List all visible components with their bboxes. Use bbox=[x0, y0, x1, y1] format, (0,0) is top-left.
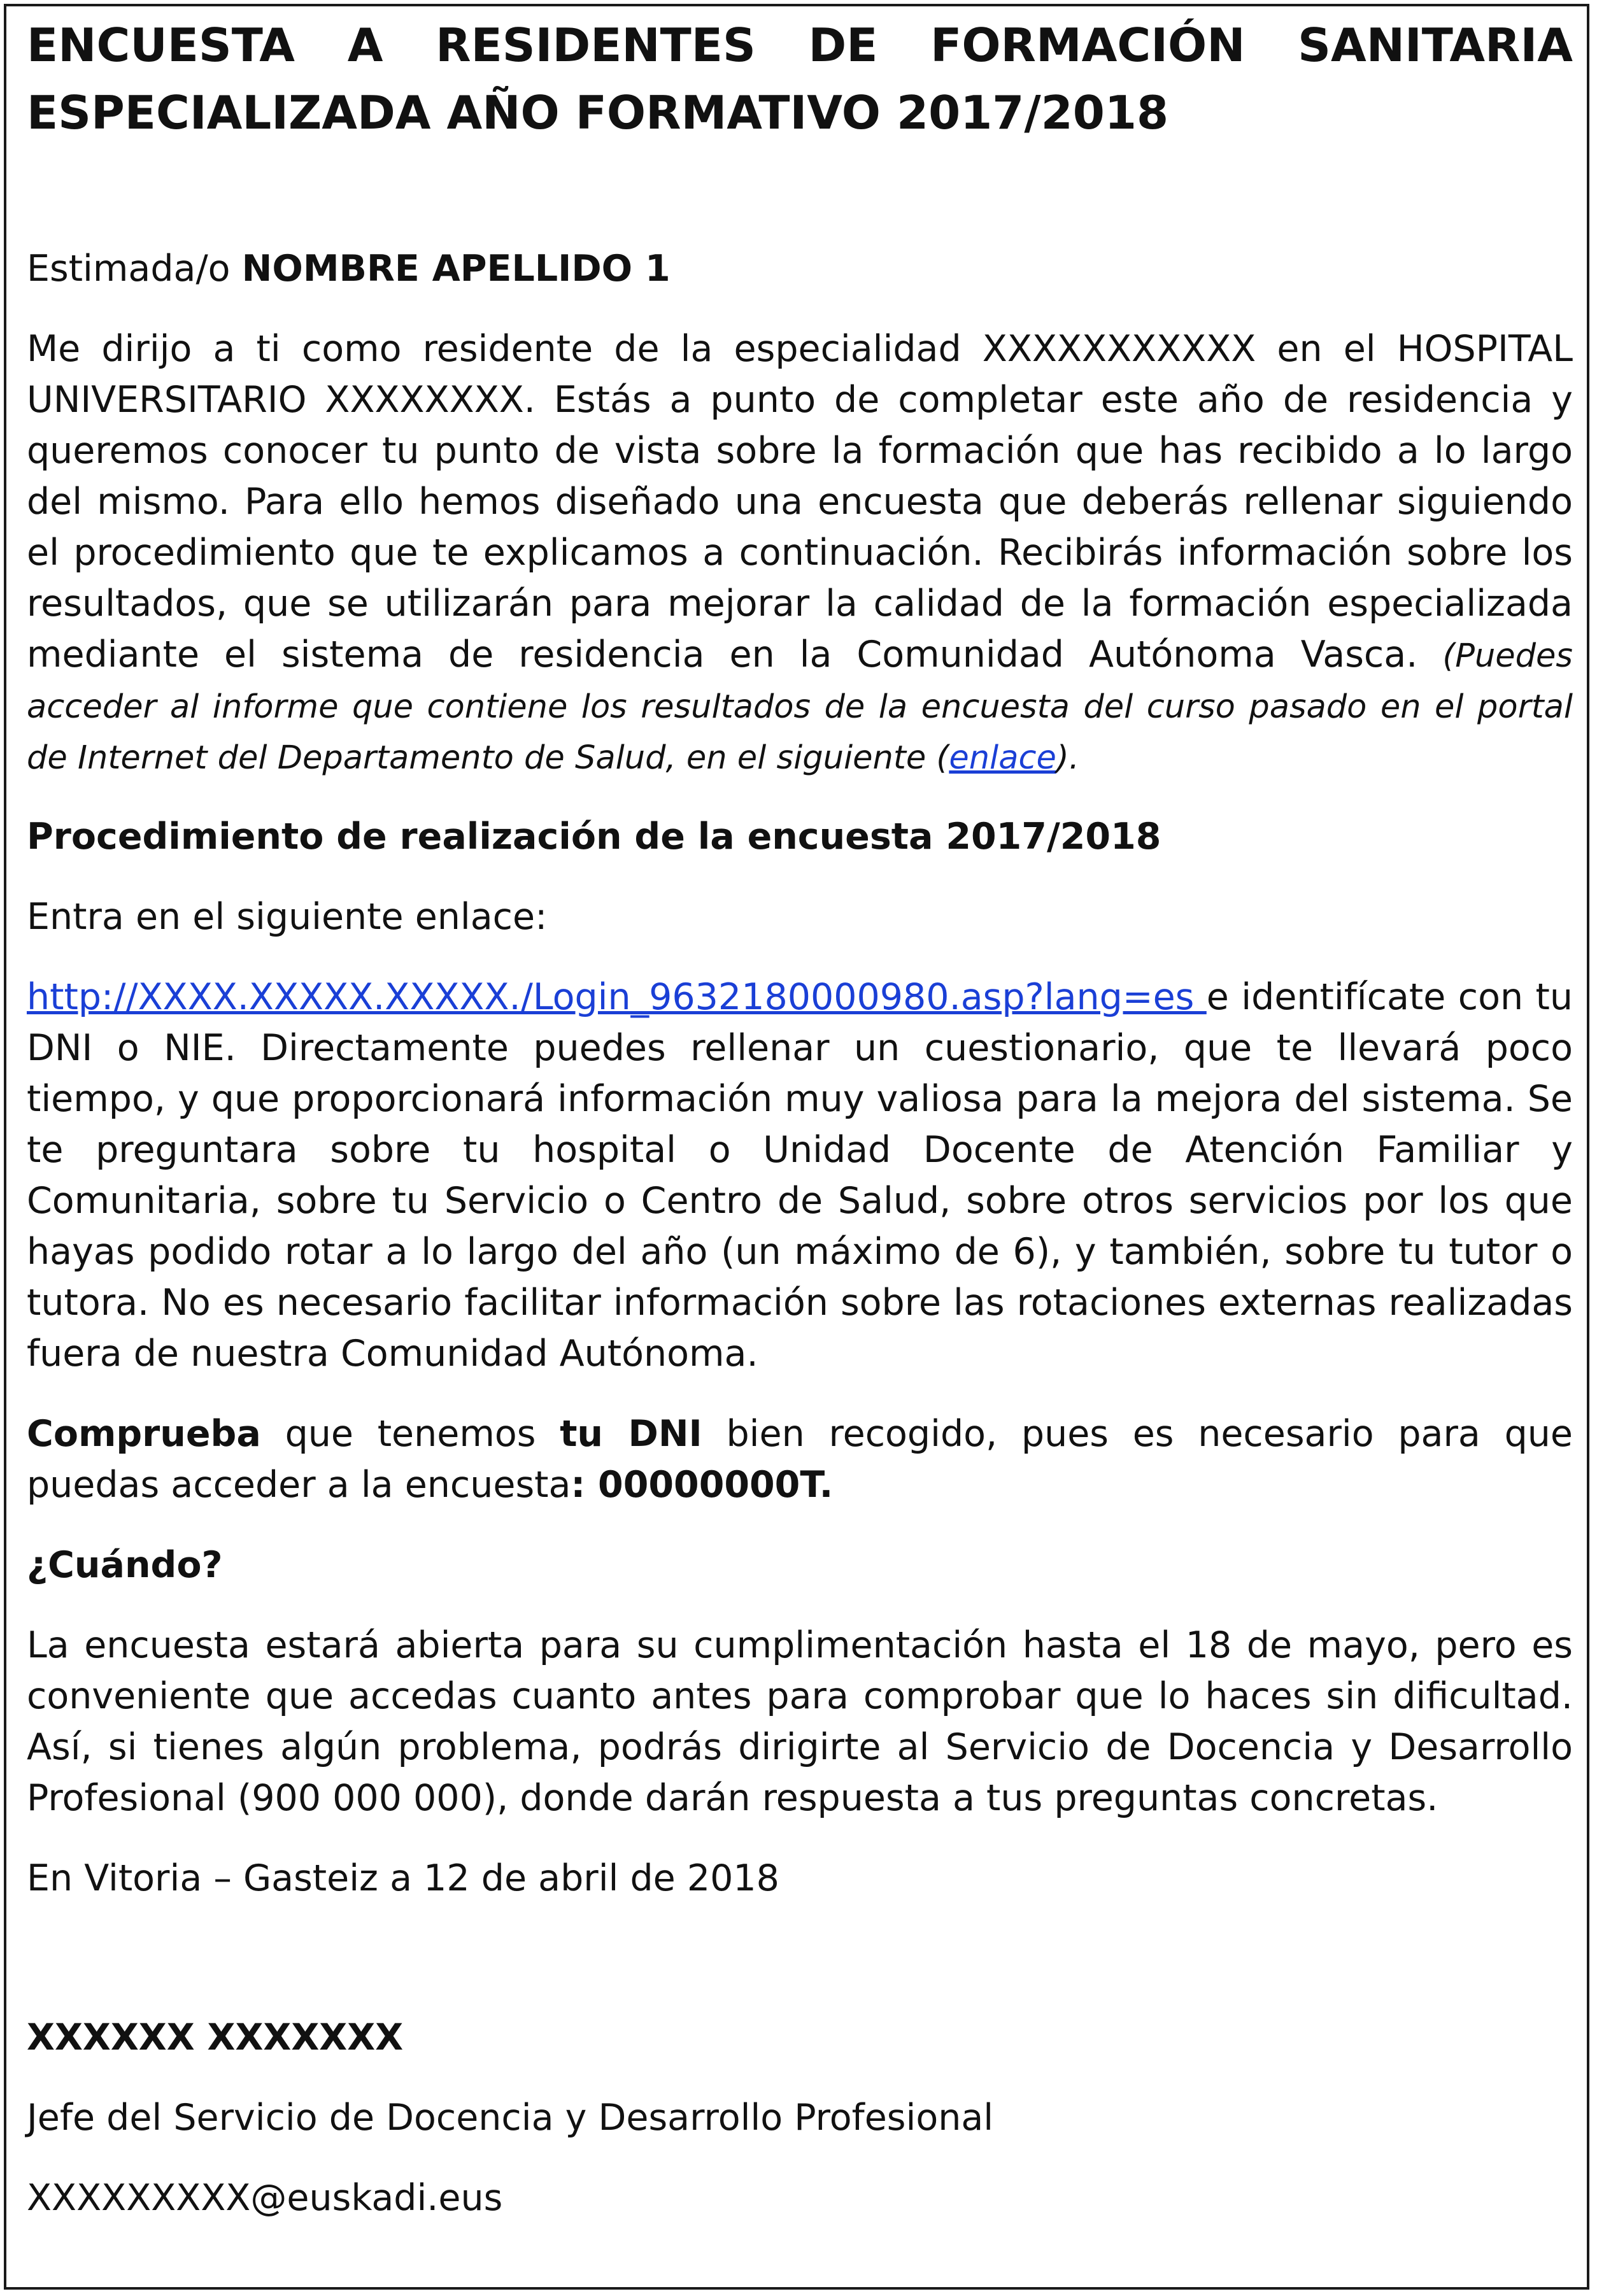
survey-body: e identifícate con tu DNI o NIE. Directamente puedes rellenar un cuestionario, que te llevará poco tiempo, y que proporcionará información muy valiosa para la mejora del sistema. Se te preguntara sobre tu hospital o Unidad Docente de Atención Familiar y Comunitaria, sobre tu Servicio o Centro de Salud, sobre otros servicios por los que hayas podido rotar a lo largo del año (un máximo de 6), y también, sobre tu tutor o tutora. No es necesario facilitar información sobre las rotaciones externas realizadas fuera de nuestra Comunidad Autónoma. bbox=[27, 976, 1573, 1375]
check-text-1: que tenemos bbox=[260, 1413, 560, 1455]
greeting bbox=[27, 243, 1573, 294]
survey-paragraph bbox=[27, 972, 1573, 1379]
dni-label: tu DNI bbox=[560, 1413, 702, 1455]
signer-name: XXXXXX XXXXXXX bbox=[27, 2016, 404, 2059]
previous-report-link[interactable]: enlace bbox=[949, 739, 1056, 777]
intro-paragraph bbox=[27, 323, 1573, 782]
document-body bbox=[27, 11, 1573, 2223]
intro-body: Me dirijo a ti como residente de la especialidad XXXXXXXXXXX en el HOSPITAL UNIVERSITARIO XXXXXXXX. Estás a punto de completar este año de residencia y queremos conocer tu punto de vista sobre la formación que has recibido a lo largo del mismo. Para ello hemos diseñado una encuesta que deberás rellenar siguiendo el procedimiento que te explicamos a continuación. Recibirás información sobre los resultados, que se utilizarán para mejorar la calidad de la formación especializada mediante el sistema de residencia en la Comunidad Autónoma Vasca. bbox=[27, 328, 1573, 676]
intro-note-suffix: ). bbox=[1056, 739, 1079, 777]
signer-email: XXXXXXXXX@euskadi.eus bbox=[27, 2177, 503, 2219]
dni-check-paragraph bbox=[27, 1408, 1573, 1510]
when-heading: ¿Cuándo? bbox=[27, 1544, 223, 1586]
dni-value: : 00000000T. bbox=[571, 1464, 834, 1506]
intro-note-prefix: (Puedes acceder al informe que contiene los resultados de la encuesta del curso pasado en el portal de Internet del Departamento de Salud, en el siguiente ( bbox=[27, 637, 1573, 777]
greeting-prefix: Estimada/o bbox=[27, 248, 242, 290]
survey-url-link[interactable]: http://XXXX.XXXXX.XXXXX./Login_9632180000980.asp?lang=es bbox=[27, 976, 1207, 1018]
place-date: En Vitoria – Gasteiz a 12 de abril de 2018 bbox=[27, 1857, 779, 1899]
document-title: ENCUESTA A RESIDENTES DE FORMACIÓN SANITARIA ESPECIALIZADA AÑO FORMATIVO 2017/2018 bbox=[27, 18, 1573, 139]
signer-role: Jefe del Servicio de Docencia y Desarrollo Profesional bbox=[27, 2097, 994, 2139]
recipient-name: NOMBRE APELLIDO 1 bbox=[241, 248, 671, 290]
check-lead: Comprueba bbox=[27, 1413, 261, 1455]
procedure-heading: Procedimiento de realización de la encuesta 2017/2018 bbox=[27, 816, 1161, 858]
check-text-2: bien recogido, pues es necesario para que puedas acceder a la encuesta bbox=[27, 1413, 1573, 1506]
open-period-paragraph: La encuesta estará abierta para su cumplimentación hasta el 18 de mayo, pero es conveniente que accedas cuanto antes para comprobar que lo haces sin dificultad. Así, si tienes algún problema, podrás dirigirte al Servicio de Docencia y Desarrollo Profesional (900 000 000), donde darán respuesta a tus preguntas concretas. bbox=[27, 1624, 1573, 1819]
enter-link-label: Entra en el siguiente enlace: bbox=[27, 896, 548, 938]
